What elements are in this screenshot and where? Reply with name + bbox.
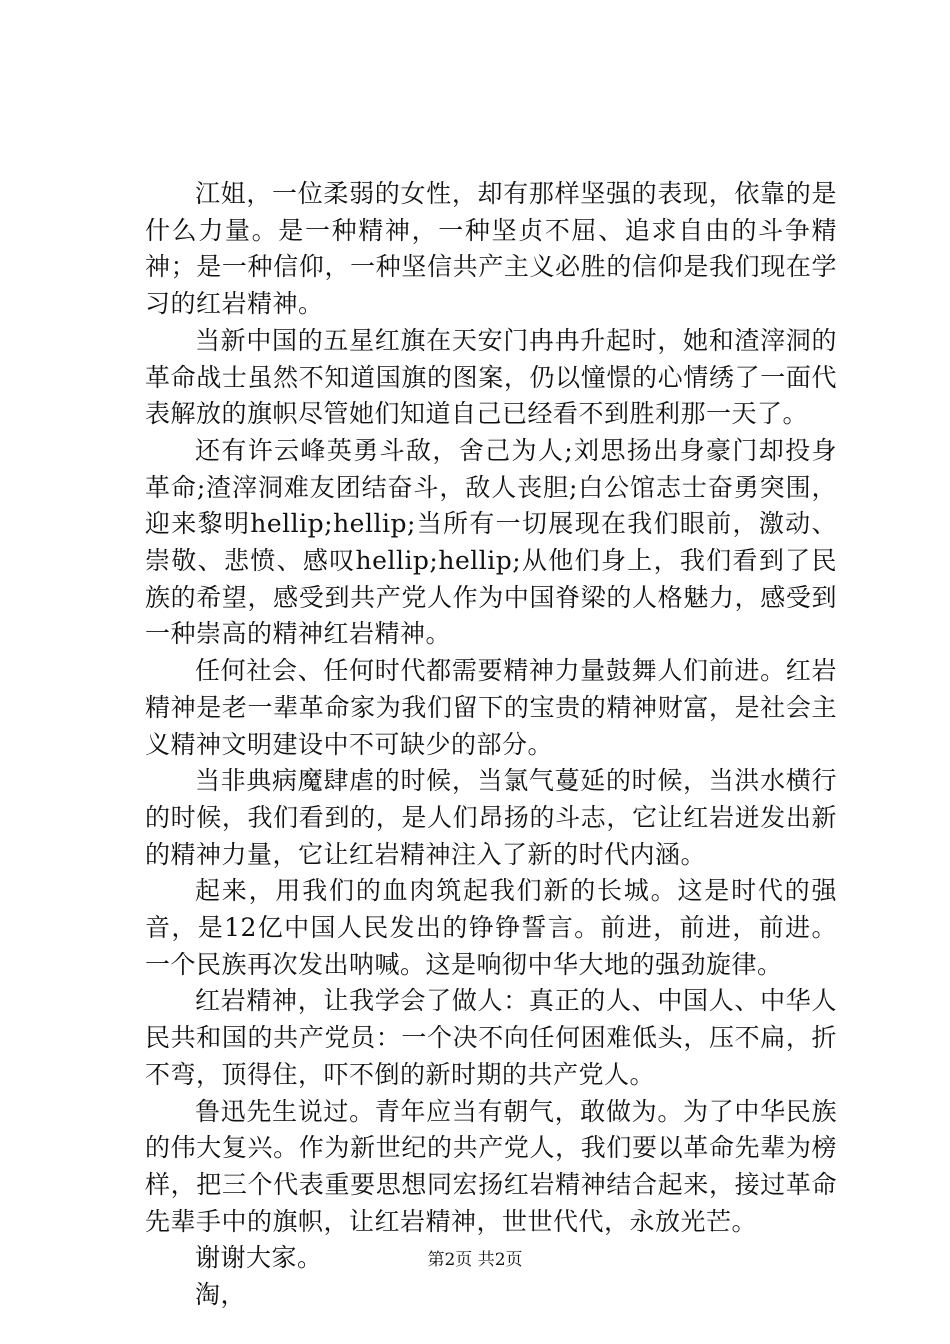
paragraph: 还有许云峰英勇斗敌，舍己为人;刘思扬出身豪门却投身革命;渣滓洞难友团结奋斗，敌人丧胆;白公馆志士奋勇突围，迎来黎明hellip;hellip;当所有一切展现在我们眼前，激动、崇敬、悲愤、感叹hellip;hellip;从他们身上，我们看到了民族的希望，感受到共产党人作为中国脊梁的人格魅力，感受到一种崇高的精神红岩精神。 xyxy=(145,435,837,649)
paragraph: 红岩精神，让我学会了做人：真正的人、中国人、中华人民共和国的共产党员：一个决不向任何困难低头，压不扁，折不弯，顶得住，吓不倒的新时期的共产党人。 xyxy=(145,986,837,1089)
paragraph: 当非典病魔肆虐的时候，当氯气蔓延的时候，当洪水横行的时候，我们看到的，是人们昂扬的斗志，它让红岩迸发出新的精神力量，它让红岩精神注入了新的时代内涵。 xyxy=(145,766,837,869)
paragraph: 淘， xyxy=(195,1280,247,1310)
paragraph: 鲁迅先生说过。青年应当有朝气，敢做为。为了中华民族的伟大复兴。作为新世纪的共产党人，我们要以革命先辈为榜样，把三个代表重要思想同宏扬红岩精神结合起来，接过革命先辈手中的旗帜，让红岩精神，世世代代，永放光芒。 xyxy=(145,1096,837,1236)
paragraph: 当新中国的五星红旗在天安门冉冉升起时，她和渣滓洞的革命战士虽然不知道国旗的图案，仍以憧憬的心情绣了一面代表解放的旗帜尽管她们知道自己已经看不到胜利那一天了。 xyxy=(145,325,837,429)
paragraph: 任何社会、任何时代都需要精神力量鼓舞人们前进。红岩精神是老一辈革命家为我们留下的宝贵的精神财富，是社会主义精神文明建设中不可缺少的部分。 xyxy=(145,656,837,759)
document-body xyxy=(145,176,837,1314)
paragraph: 起来，用我们的血肉筑起我们新的长城。这是时代的强音，是12亿中国人民发出的铮铮誓言。前进，前进，前进。一个民族再次发出呐喊。这是响彻中华大地的强劲旋律。 xyxy=(145,876,837,979)
page-number-footer: 第2页 共2页 xyxy=(427,1250,523,1270)
paragraph: 江姐，一位柔弱的女性，却有那样坚强的表现，依靠的是什么力量。是一种精神，一种坚贞不屈、追求自由的斗争精神；是一种信仰，一种坚信共产主义必胜的信仰是我们现在学习的红岩精神。 xyxy=(145,179,837,319)
paragraph: 谢谢大家。 xyxy=(195,1243,323,1273)
